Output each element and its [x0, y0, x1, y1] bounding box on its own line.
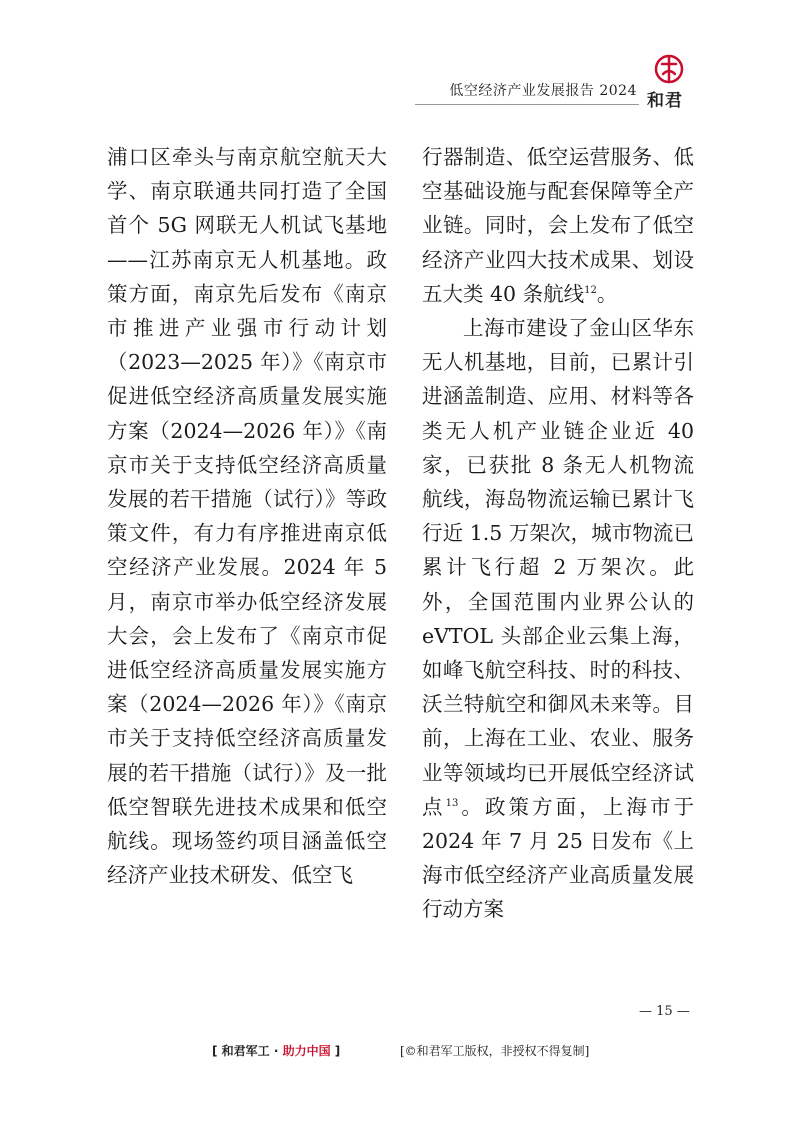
footer-slogan: 助力中国	[282, 1044, 331, 1058]
header-rule	[415, 104, 639, 105]
body-paragraph	[422, 140, 694, 311]
body-paragraph: 浦口区牵头与南京航空航天大学、南京联通共同打造了全国首个 5G 网联无人机试飞基地——江苏南京无人机基地。政策方面，南京先后发布《南京市推进产业强市行动计划（2023—2025 年）》《南京市促进低空经济高质量发展实施方案（2024—2026 年）》《南京市关于支持低空经济高质量发展的若干措施（试行）》等政策文件，有力有序推进南京低空经济产业发展。2024 年 5 月，南京市举办低空经济发展大会，会上发布了《南京市促进低空经济高质量发展实施方案（2024—2026 年）》《南京市关于支持低空经济高质量发展的若干措施（试行）》及一批低空智联先进技术成果和低空航线。现场签约项目涵盖低空经济产业技术研发、低空飞	[107, 145, 387, 888]
right-column	[422, 140, 694, 927]
copyright-notice: [©和君军工版权，非授权不得复制]	[400, 1044, 590, 1058]
running-header-title: 低空经济产业发展报告 2024	[449, 83, 637, 99]
footer-bracket: ]	[330, 1044, 341, 1058]
brand-name: 和君	[647, 91, 683, 111]
paragraph-text: 行器制造、低空运营服务、低空基础设施与配套保障等全产业链。同时，会上发布了低空经济产业四大技术成果、划设五大类 40 条航线	[422, 145, 694, 306]
footer-brand	[212, 1042, 340, 1059]
body-paragraph	[422, 311, 694, 927]
footer-brand-name: [ 和君军工 ·	[212, 1044, 283, 1058]
paragraph-text: 上海市建设了金山区华东无人机基地，目前，已累计引进涵盖制造、应用、材料等各类无人机产业链企业近 40 家，已获批 8 条无人机物流航线，海岛物流运输已累计飞行近 1.5 万架次，城市物流已累计飞行超 2 万架次。此外，全国范围内业界公认的 eVTOL 头部企业云集上海，如峰飞航空科技、时的科技、沃兰特航空和御风未来等。目前，上海在工业、农业、服务业等领域均已开展低空经济试点	[422, 316, 694, 819]
paragraph-text: 。	[596, 281, 618, 306]
footnote-reference: 12	[584, 284, 597, 296]
footnote-reference: 13	[445, 798, 459, 810]
seal-icon	[653, 52, 685, 86]
left-column	[107, 140, 387, 892]
brand-logo	[641, 52, 711, 114]
paragraph-text: 。政策方面，上海市于 2024 年 7 月 25 日发布《上海市低空经济产业高质量发展行动方案	[422, 794, 695, 922]
page-number: — 15 —	[639, 1004, 690, 1019]
